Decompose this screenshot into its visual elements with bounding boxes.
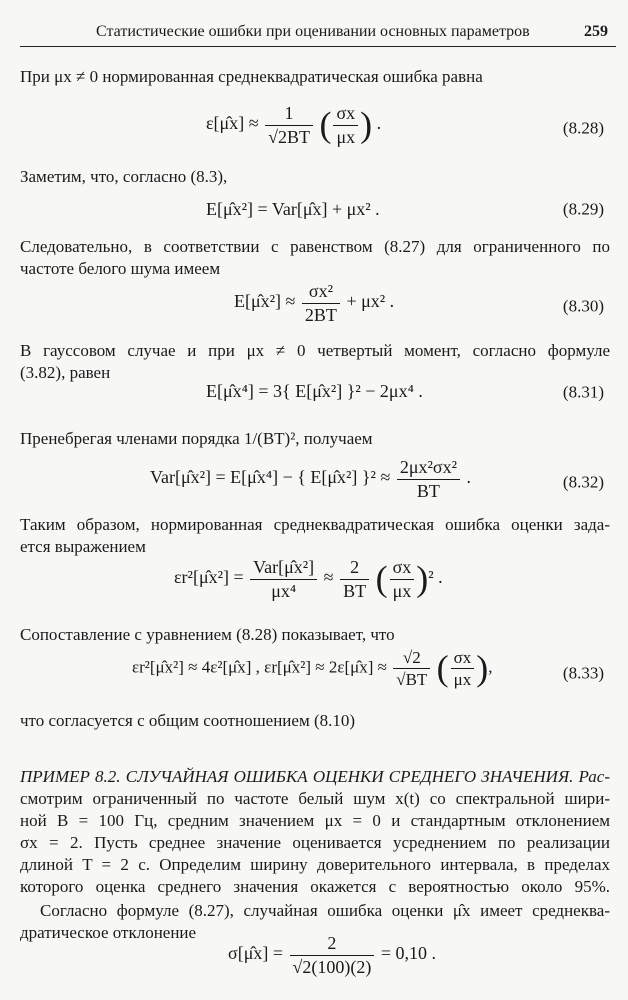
- eq-paren-fraction: $\frac{\sigma x}{\mu x}$: [390, 556, 415, 602]
- eq-paren-fraction: $\frac{\sigma x}{\mu x}$: [451, 647, 475, 691]
- equation-8-33: εr²[μ̂x²] ≈ 4ε²[μ̂x] , εr[μ̂x²] ≈ 2ε[μ̂x] ≈ $\frac{√2}{√BT}$ ( $\frac{\sigma x}{\mu x}$ ), (8.33): [132, 647, 604, 689]
- eq-fraction: $\frac{\text{σx²}}{2BT}$: [302, 280, 340, 326]
- eq-lhs: ε[μ̂x] ≈: [206, 113, 259, 134]
- eq-expression: E[μ̂x⁴] = 3{ E[μ̂x²] }² − 2μx⁴ .: [206, 381, 423, 401]
- paragraph-6-line-2: ется выражением: [20, 537, 146, 556]
- equation-8-28: ε[μ̂x] ≈ $\frac{1}{√2BT}$ ( $\frac{\sigma x}{\mu x}$ ) . (8.28): [206, 103, 604, 147]
- eq-lhs: εr²[μ̂x²] ≈ 4ε²[μ̂x] , εr[μ̂x²] ≈ 2ε[μ̂x] ≈: [132, 657, 387, 677]
- paragraph-9-line-1: Согласно формуле (8.27), случайная ошибка оценки μ̂x имеет среднеква-: [40, 901, 610, 920]
- eq-lhs: σ[μ̂x] =: [228, 943, 283, 964]
- equation-relative-error: εr²[μ̂x²] = $\frac{\text{Var[μ̂x²]}}{\text{μx⁴}}$ ≈ $\frac{2}{BT}$ ( $\frac{\sigma x}{\mu x}$ )² .: [174, 557, 443, 601]
- header-title: Статистические ошибки при оценивании основных параметров: [96, 23, 530, 40]
- example-line-3: ной B = 100 Гц, средним значением μx = 0 и стандартным отклонением: [20, 811, 610, 830]
- example-line-6: которого оценка среднего значения окажется с вероятностью около 95%.: [20, 877, 610, 896]
- equation-number: (8.29): [562, 199, 604, 219]
- eq-expression: E[μ̂x²] = Var[μ̂x] + μx² .: [206, 199, 380, 219]
- equation-number: (8.28): [562, 118, 604, 138]
- equation-8-29: [20, 192, 610, 226]
- paragraph-3-line-2: частоте белого шума имеем: [20, 259, 221, 278]
- eq-fraction: $\frac{1}{√2BT}$: [265, 102, 313, 148]
- equation-number: (8.33): [562, 663, 604, 683]
- header-rule: [20, 46, 616, 47]
- paragraph-4-line-1: В гауссовом случае и при μx ≠ 0 четвертый момент, согласно формуле: [20, 341, 610, 360]
- paragraph-8: что согласуется с общим соотношением (8.10): [20, 711, 356, 730]
- page-number: 259: [584, 23, 608, 40]
- paragraph-3-line-1: Следовательно, в соответствии с равенством (8.27) для ограниченного по: [20, 237, 610, 256]
- eq-lhs: Var[μ̂x²] = E[μ̂x⁴] − { E[μ̂x²] }² ≈: [150, 467, 391, 488]
- equation-number: (8.30): [562, 296, 604, 316]
- example-line-1: ПРИМЕР 8.2. СЛУЧАЙНАЯ ОШИБКА ОЦЕНКИ СРЕДНЕГО ЗНАЧЕНИЯ. Рас-: [20, 767, 610, 786]
- example-line-2: смотрим ограниченный по частоте белый шум x(t) со спектральной шири-: [20, 789, 610, 808]
- eq-fraction-1: $\frac{\text{Var[μ̂x²]}}{\text{μx⁴}}$: [250, 556, 317, 602]
- paragraph-9-line-2: дратическое отклонение: [20, 923, 197, 942]
- paragraph-4-line-2: (3.82), равен: [20, 363, 111, 382]
- paragraph-5: Пренебрегая членами порядка 1/(BT)², получаем: [20, 429, 373, 448]
- eq-fraction: $\frac{2}{√2(100)(2)}$: [290, 932, 375, 978]
- paragraph-7: Сопоставление с уравнением (8.28) показывает, что: [20, 625, 395, 644]
- eq-paren-fraction: $\frac{\sigma x}{\mu x}$: [333, 102, 358, 148]
- equation-number: (8.32): [562, 472, 604, 492]
- equation-8-31: [20, 374, 610, 410]
- eq-fraction-2: $\frac{2}{BT}$: [340, 556, 369, 602]
- eq-lhs: E[μ̂x²] ≈: [234, 291, 296, 312]
- example-line-5: длиной T = 2 с. Определим ширину доверительного интервала, в пределах: [20, 855, 610, 874]
- eq-fraction: $\frac{√2}{√BT}$: [393, 647, 430, 691]
- equation-8-30: E[μ̂x²] ≈ $\frac{\text{σx²}}{2BT}$ + μx² . (8.30): [234, 281, 604, 325]
- equation-8-32: Var[μ̂x²] = E[μ̂x⁴] − { E[μ̂x²] }² ≈ $\frac{\text{2μx²σx²}}{BT}$ . (8.32): [150, 457, 604, 501]
- example-line-4: σx = 2. Пусть среднее значение оценивается усреднением по реализации: [20, 833, 610, 852]
- equation-sigma: σ[μ̂x] = $\frac{2}{√2(100)(2)}$ = 0,10 .: [228, 933, 437, 977]
- eq-fraction: $\frac{\text{2μx²σx²}}{BT}$: [397, 456, 460, 502]
- paragraph-2: Заметим, что, согласно (8.3),: [20, 167, 228, 186]
- paragraph-6-line-1: Таким образом, нормированная среднеквадратическая ошибка оценки зада-: [20, 515, 610, 534]
- paragraph-1: При μx ≠ 0 нормированная среднеквадратическая ошибка равна: [20, 67, 483, 86]
- eq-lhs: εr²[μ̂x²] =: [174, 567, 244, 588]
- equation-number: (8.31): [562, 382, 604, 402]
